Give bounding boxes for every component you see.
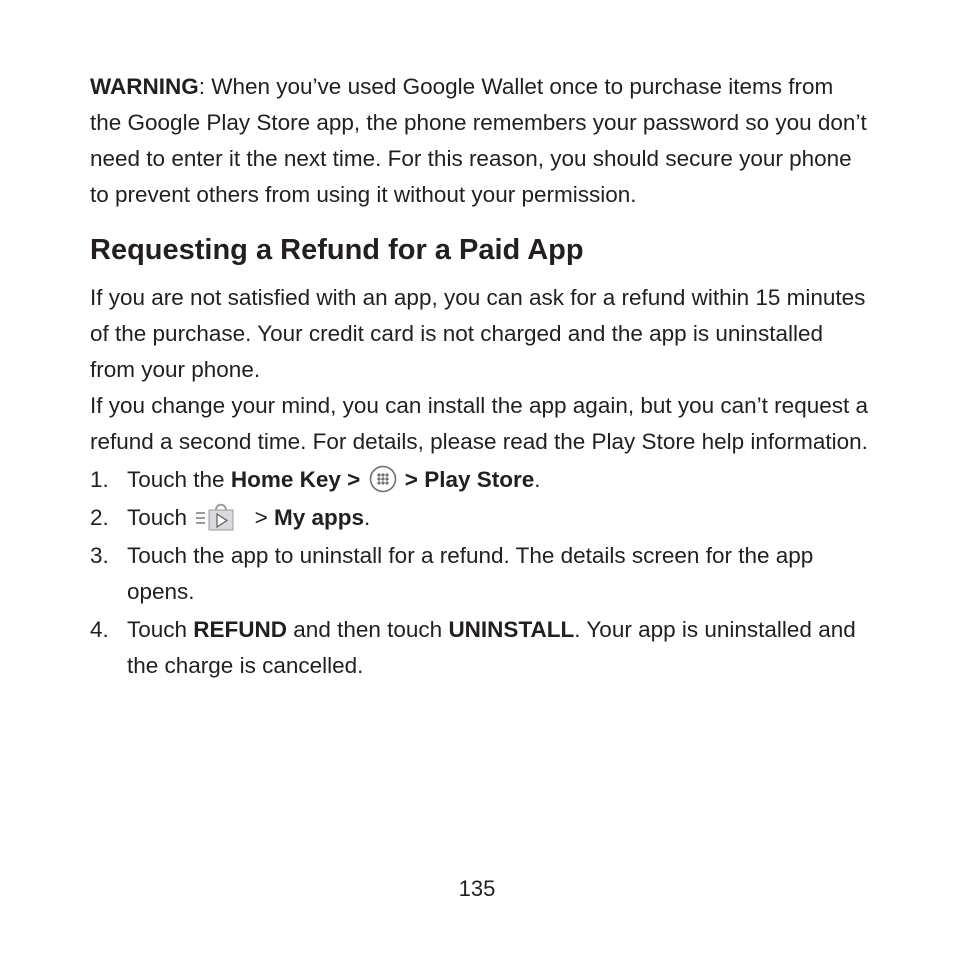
warning-text: : When you’ve used Google Wallet once to purchase items from the Google Play Store app, the phone remembers your password so you don’t need to enter it the next time. For this reason, you should secure your phone to prevent others from using it without your permission. bbox=[90, 74, 867, 207]
refund-paragraph: If you are not satisfied with an app, you can ask for a refund within 15 minutes of the purchase. Your credit card is not charged and the app is uninstalled from your phone. bbox=[90, 285, 866, 382]
step-text: Touch the app to uninstall for a refund. The details screen for the app opens. bbox=[127, 543, 814, 604]
step-text: . bbox=[364, 505, 371, 530]
section-heading: Requesting a Refund for a Paid App bbox=[90, 234, 584, 266]
step-bold: > Play Store bbox=[404, 467, 535, 492]
page-number: 135 bbox=[458, 876, 496, 901]
step-bold: My apps bbox=[273, 505, 365, 530]
play-store-menu-icon bbox=[196, 501, 244, 533]
step-item-1 bbox=[90, 462, 870, 498]
step-text: Touch bbox=[127, 505, 188, 530]
step-bold: UNINSTALL bbox=[448, 617, 575, 642]
step-text: > bbox=[254, 505, 274, 530]
step-text: . Your app is uninstalled and the charge is cancelled. bbox=[127, 617, 856, 678]
step-text: . bbox=[534, 467, 541, 492]
step-item-2 bbox=[90, 500, 870, 536]
page-content bbox=[90, 69, 870, 684]
step-text: and then touch bbox=[287, 617, 449, 642]
warning-label: WARNING bbox=[90, 74, 199, 99]
step-number: 2. bbox=[90, 505, 109, 530]
reinstall-paragraph: If you change your mind, you can install the app again, but you can’t request a refund a second time. For details, please read the Play Store help information. bbox=[90, 393, 868, 454]
step-text: Touch bbox=[127, 617, 194, 642]
step-text: Touch the bbox=[127, 467, 231, 492]
step-item-4 bbox=[90, 612, 870, 684]
apps-grid-icon bbox=[369, 465, 397, 493]
step-bold: REFUND bbox=[193, 617, 288, 642]
step-number: 4. bbox=[90, 617, 109, 642]
step-item-3 bbox=[90, 538, 870, 610]
step-number: 3. bbox=[90, 543, 109, 568]
steps-list bbox=[90, 462, 870, 684]
warning-paragraph bbox=[90, 69, 870, 213]
step-number: 1. bbox=[90, 467, 109, 492]
step-bold: Home Key > bbox=[230, 467, 361, 492]
